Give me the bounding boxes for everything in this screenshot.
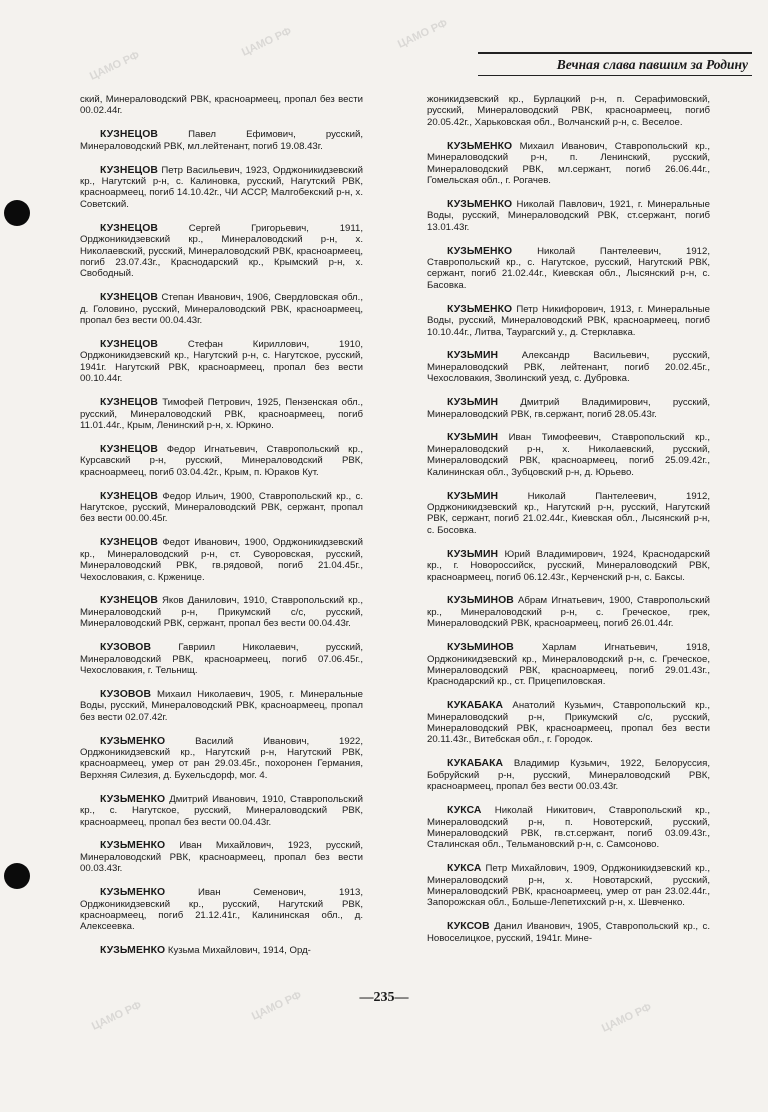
record-text: Николай Павлович, 1921, г. Минеральные Воды, русский, Минераловодский РВК, ст.сержант, погиб 13.01.43г. [427, 198, 710, 233]
record-text: Кузьма Михайлович, 1914, Орд- [167, 945, 311, 957]
record-text: Федор Игнатьевич, Ставропольский кр., Курсавский р-н, русский, Минераловодский РВК, красноармеец, погиб 03.04.42г., Крым, п. Юраков Кут. [80, 443, 363, 478]
record-surname: КУКСА [447, 805, 482, 817]
record-entry [80, 444, 363, 478]
record-entry [80, 736, 363, 782]
record-surname: КУЗЬМЕНКО [447, 198, 513, 210]
record-text: Николай Пантелеевич, 1912, Ставропольский кр., с. Нагутское, русский, Нагутский РВК, сержант, погиб 21.02.44г., Киевская обл., Лысянский р-н, с. Басовка. [427, 245, 710, 291]
record-entry [427, 432, 710, 478]
record-text: Николай Никитович, Ставропольский кр., Минераловодский р-н, п. Новотерский, русский, Минераловодский РВК, гв.ст.сержант, погиб 03.09.43г., Сталинская обл., Тельмановский р-н, с. Самсоново. [427, 805, 710, 851]
record-text: Дмитрий Иванович, 1910, Ставропольский кр., с. Нагутское, русский, Минераловодский РВК, красноармеец, пропал без вести 00.04.43г. [80, 793, 363, 828]
record-entry [80, 339, 363, 385]
record-entry [427, 805, 710, 851]
watermark: ЦАМО РФ [87, 49, 142, 83]
record-text: Петр Никифорович, 1913, г. Минеральные Воды, русский, Минераловодский РВК, красноармеец, погиб 10.10.44г., Литва, Таурагский у., д. Стерклавка. [427, 303, 710, 338]
record-surname: КУЗЬМЕНКО [100, 735, 166, 747]
record-entry [427, 491, 710, 537]
watermark: ЦАМО РФ [249, 989, 304, 1023]
record-text: Тимофей Петрович, 1925, Пензенская обл., русский, Минераловодский РВК, красноармеец, погиб 11.01.44г., Крым, Ленинский р-н, х. Юркино. [80, 397, 363, 431]
record-surname: КУЗЬМЕНКО [100, 840, 166, 852]
record-surname: КУЗЬМИН [447, 490, 499, 502]
record-text: Федор Ильич, 1900, Ставропольский кр., с. Нагутское, русский, Минераловодский РВК, сержант, пропал без вести 00.00.45г. [80, 490, 363, 525]
record-text: Владимир Кузьмич, 1922, Белоруссия, Бобруйский р-н, русский, Минераловодский РВК, красноармеец, пропал без вести 00.03.43г. [427, 758, 710, 793]
record-surname: КУЗЬМИН [447, 548, 499, 560]
record-surname: КУКСОВ [447, 921, 490, 933]
record-text: Харлам Игнатьевич, 1918, Орджоникидзевский кр., Минераловодский р-н, с. Греческое, Минераловодский РВК, красноармеец, погиб 29.01.43г., Краснодарский кр., ст. Прицепиловская. [427, 642, 710, 688]
record-text: Михаил Иванович, Ставропольский кр., Минераловодский р-н, п. Ленинский, русский, Минераловодский РВК, мл.сержант, погиб 26.06.44г., Гомельская обл., г. Рогачев. [427, 140, 710, 186]
record-surname: КУЗЬМИНОВ [447, 642, 514, 654]
record-text: Михаил Николаевич, 1905, г. Минеральные Воды, русский, Минераловодский РВК, красноармеец, пропал без вести 02.07.42г. [80, 688, 363, 723]
record-text: Иван Семенович, 1913, Орджоникидзевский кр., русский, Нагутский РВК, красноармеец, погиб 21.12.41г., Калининская обл., д. Алексеевка. [80, 887, 363, 933]
watermark: ЦАМО РФ [395, 17, 450, 51]
record-surname: КУЗНЕЦОВ [100, 129, 158, 141]
record-entry [80, 642, 363, 676]
record-text: Дмитрий Владимирович, русский, Минераловодский РВК, гв.сержант, погиб 28.05.43г. [427, 397, 710, 420]
record-entry [427, 863, 710, 909]
punch-hole [4, 200, 30, 226]
record-entry [427, 350, 710, 384]
record-text: Василий Иванович, 1922, Орджоникидзевский кр., Нагутский р-н, Нагутский РВК, красноармеец, умер от ран 29.03.45г., похоронен Германия, Верхняя Силезия, д. Бухельсдорф, мог. 4. [80, 735, 363, 781]
record-surname: КУЗНЕЦОВ [100, 222, 158, 234]
record-surname: КУЗЬМИН [447, 350, 499, 362]
record-entry [80, 223, 363, 280]
record-entry [427, 921, 710, 944]
record-text: ский, Минераловодский РВК, красноармеец, пропал без вести 00.02.44г. [80, 94, 363, 117]
record-entry [427, 549, 710, 583]
record-surname: КУЗЬМЕНКО [447, 140, 513, 152]
record-entry [427, 595, 710, 629]
watermark: ЦАМО РФ [89, 999, 144, 1033]
record-surname: КУЗЬМИНОВ [447, 595, 514, 607]
record-entry [427, 642, 710, 688]
record-entry [80, 129, 363, 152]
record-text: Петр Михайлович, 1909, Орджоникидзевский кр., Минераловодский р-н, х. Новотарский, русский, Минераловодский РВК, красноармеец, умер от ран 23.02.44г., Запорожская обл., Больше-Лепетихский р-н, х. Шевченко. [427, 863, 710, 909]
record-surname: КУКАБАКА [447, 700, 504, 712]
record-text: Александр Васильевич, русский, Минераловодский РВК, лейтенант, погиб 20.02.45г., Чехословакия, Зволинский уезд, с. Дубровка. [427, 350, 710, 385]
record-text: Сергей Григорьевич, 1911, Орджоникидзевский кр., Минераловодский р-н, х. Николаевский, русский, Минераловодский РВК, красноармеец, погиб 23.07.43г., Краснодарский кр., Крымский р-н, х. Свободный. [80, 222, 363, 280]
record-entry [427, 397, 710, 420]
page-header: Вечная слава павшим за Родину [478, 52, 752, 76]
record-text: Иван Тимофеевич, Ставропольский кр., Минераловодский р-н, х. Николаевский, русский, Минераловодский РВК, красноармеец, погиб 25.09.42г., Калининская обл., Зубцовский р-н, д. Юрьево. [427, 432, 710, 478]
record-surname: КУЗЬМИН [447, 397, 499, 409]
record-text: Павел Ефимович, русский, Минераловодский РВК, мл.лейтенант, погиб 19.08.43г. [80, 129, 363, 152]
record-surname: КУЗЬМЕНКО [100, 793, 166, 805]
record-text: Яков Данилович, 1910, Ставропольский кр., Минераловодский р-н, Прикумский с/с, русский, Минераловодский РВК, сержант, пропал без вести 00.04.43г. [80, 595, 364, 630]
record-surname: КУКСА [447, 863, 482, 875]
record-surname: КУЗНЕЦОВ [100, 164, 158, 176]
record-surname: КУЗЬМЕНКО [447, 245, 513, 257]
record-entry [80, 397, 363, 431]
record-surname: КУЗЬМЕНКО [447, 303, 513, 315]
record-entry [80, 794, 363, 828]
record-entry [427, 199, 710, 233]
right-column [427, 94, 710, 957]
record-surname: КУЗЬМЕНКО [100, 887, 166, 899]
record-text: Абрам Игнатьевич, 1900, Ставропольский кр., Минераловодский р-н, с. Греческое, грек, Минераловодский РВК, красноармеец, погиб 26.01.44г. [427, 595, 710, 630]
record-surname: КУКАБАКА [447, 758, 504, 770]
record-entry [427, 304, 710, 338]
record-text: Анатолий Кузьмич, Ставропольский кр., Минераловодский р-н, Прикумский с/с, русский, Минераловодский РВК, красноармеец, пропал без вести 20.11.43г., Витебская обл., г. Городок. [427, 700, 710, 746]
record-text: Иван Михайлович, 1923, русский, Минераловодский РВК, красноармеец, пропал без вести 00.03.43г. [80, 840, 363, 875]
record-text: Стефан Кириллович, 1910, Орджоникидзевский кр., Нагутский р-н, с. Нагутское, русский, 1941г. Нагутский РВК, красноармеец, пропал без вести 00.10.44г. [80, 339, 363, 385]
record-entry [80, 491, 363, 525]
punch-hole [4, 863, 30, 889]
record-surname: КУЗОВОВ [100, 688, 152, 700]
record-surname: КУЗЬМЕНКО [100, 945, 166, 957]
record-surname: КУЗНЕЦОВ [100, 537, 158, 549]
record-text: Степан Иванович, 1906, Свердловская обл., д. Головино, русский, Минераловодский РВК, красноармеец, пропал без вести 00.04.43г. [80, 292, 363, 327]
record-entry [80, 595, 363, 629]
record-entry [80, 840, 363, 874]
left-column [80, 94, 363, 969]
record-text: Юрий Владимирович, 1924, Краснодарский кр., г. Новороссийск, русский, Минераловодский РВК, красноармеец, погиб 06.12.43г., Керченский р-н, с. Баксы. [427, 548, 710, 583]
page-number: —235— [359, 990, 409, 1005]
record-text: жоникидзевский кр., Бурлацкий р-н, п. Серафимовский, русский, Минераловодский РВК, красноармеец, погиб 20.05.42г., Харьковская обл., Волчанский р-н, с. Веселое. [427, 94, 710, 128]
record-entry [80, 689, 363, 723]
record-entry [80, 165, 363, 211]
record-surname: КУЗНЕЦОВ [100, 595, 158, 607]
record-surname: КУЗНЕЦОВ [100, 490, 158, 502]
record-entry [80, 292, 363, 326]
record-entry [427, 246, 710, 292]
record-entry [80, 945, 363, 956]
record-entry [80, 887, 363, 933]
record-text: Федот Иванович, 1900, Орджоникидзевский кр., Минераловодский р-н, ст. Суворовская, русский, Минераловодский РВК, гв.рядовой, погиб 21.04.45г., Чехословакия, с. Крженице. [80, 537, 363, 583]
record-text: Гавриил Николаевич, русский, Минераловодский РВК, красноармеец, погиб 07.06.45г., Чехословакия, г. Тельнищ. [80, 642, 363, 676]
record-surname: КУЗНЕЦОВ [100, 397, 158, 409]
record-text: Николай Пантелеевич, 1912, Орджоникидзевский кр., Нагутский р-н, русский, Нагутский РВК, сержант, погиб 21.02.44г., Киевская обл., Лысянский р-н, с. Босовка. [427, 490, 710, 536]
record-surname: КУЗНЕЦОВ [100, 443, 158, 455]
record-surname: КУЗНЕЦОВ [100, 292, 158, 304]
record-surname: КУЗЬМИН [447, 432, 499, 444]
record-entry [427, 758, 710, 792]
record-entry [427, 141, 710, 187]
record-entry [80, 94, 363, 117]
watermark: ЦАМО РФ [239, 25, 294, 59]
watermark: ЦАМО РФ [599, 1001, 654, 1035]
record-entry [427, 700, 710, 746]
record-text: Петр Васильевич, 1923, Орджоникидзевский кр., Нагутский р-н, с. Калиновка, русский, Нагутский РВК, красноармеец, погиб 14.10.42г., ЧИ АССР, Малгобекский р-н, х. Советский. [80, 164, 363, 210]
record-entry [80, 537, 363, 583]
record-surname: КУЗНЕЦОВ [100, 339, 158, 350]
record-text: Данил Иванович, 1905, Ставропольский кр., с. Новоселицкое, русский, 1941г. Мине- [427, 921, 710, 944]
record-entry [427, 94, 710, 128]
record-surname: КУЗОВОВ [100, 642, 152, 654]
